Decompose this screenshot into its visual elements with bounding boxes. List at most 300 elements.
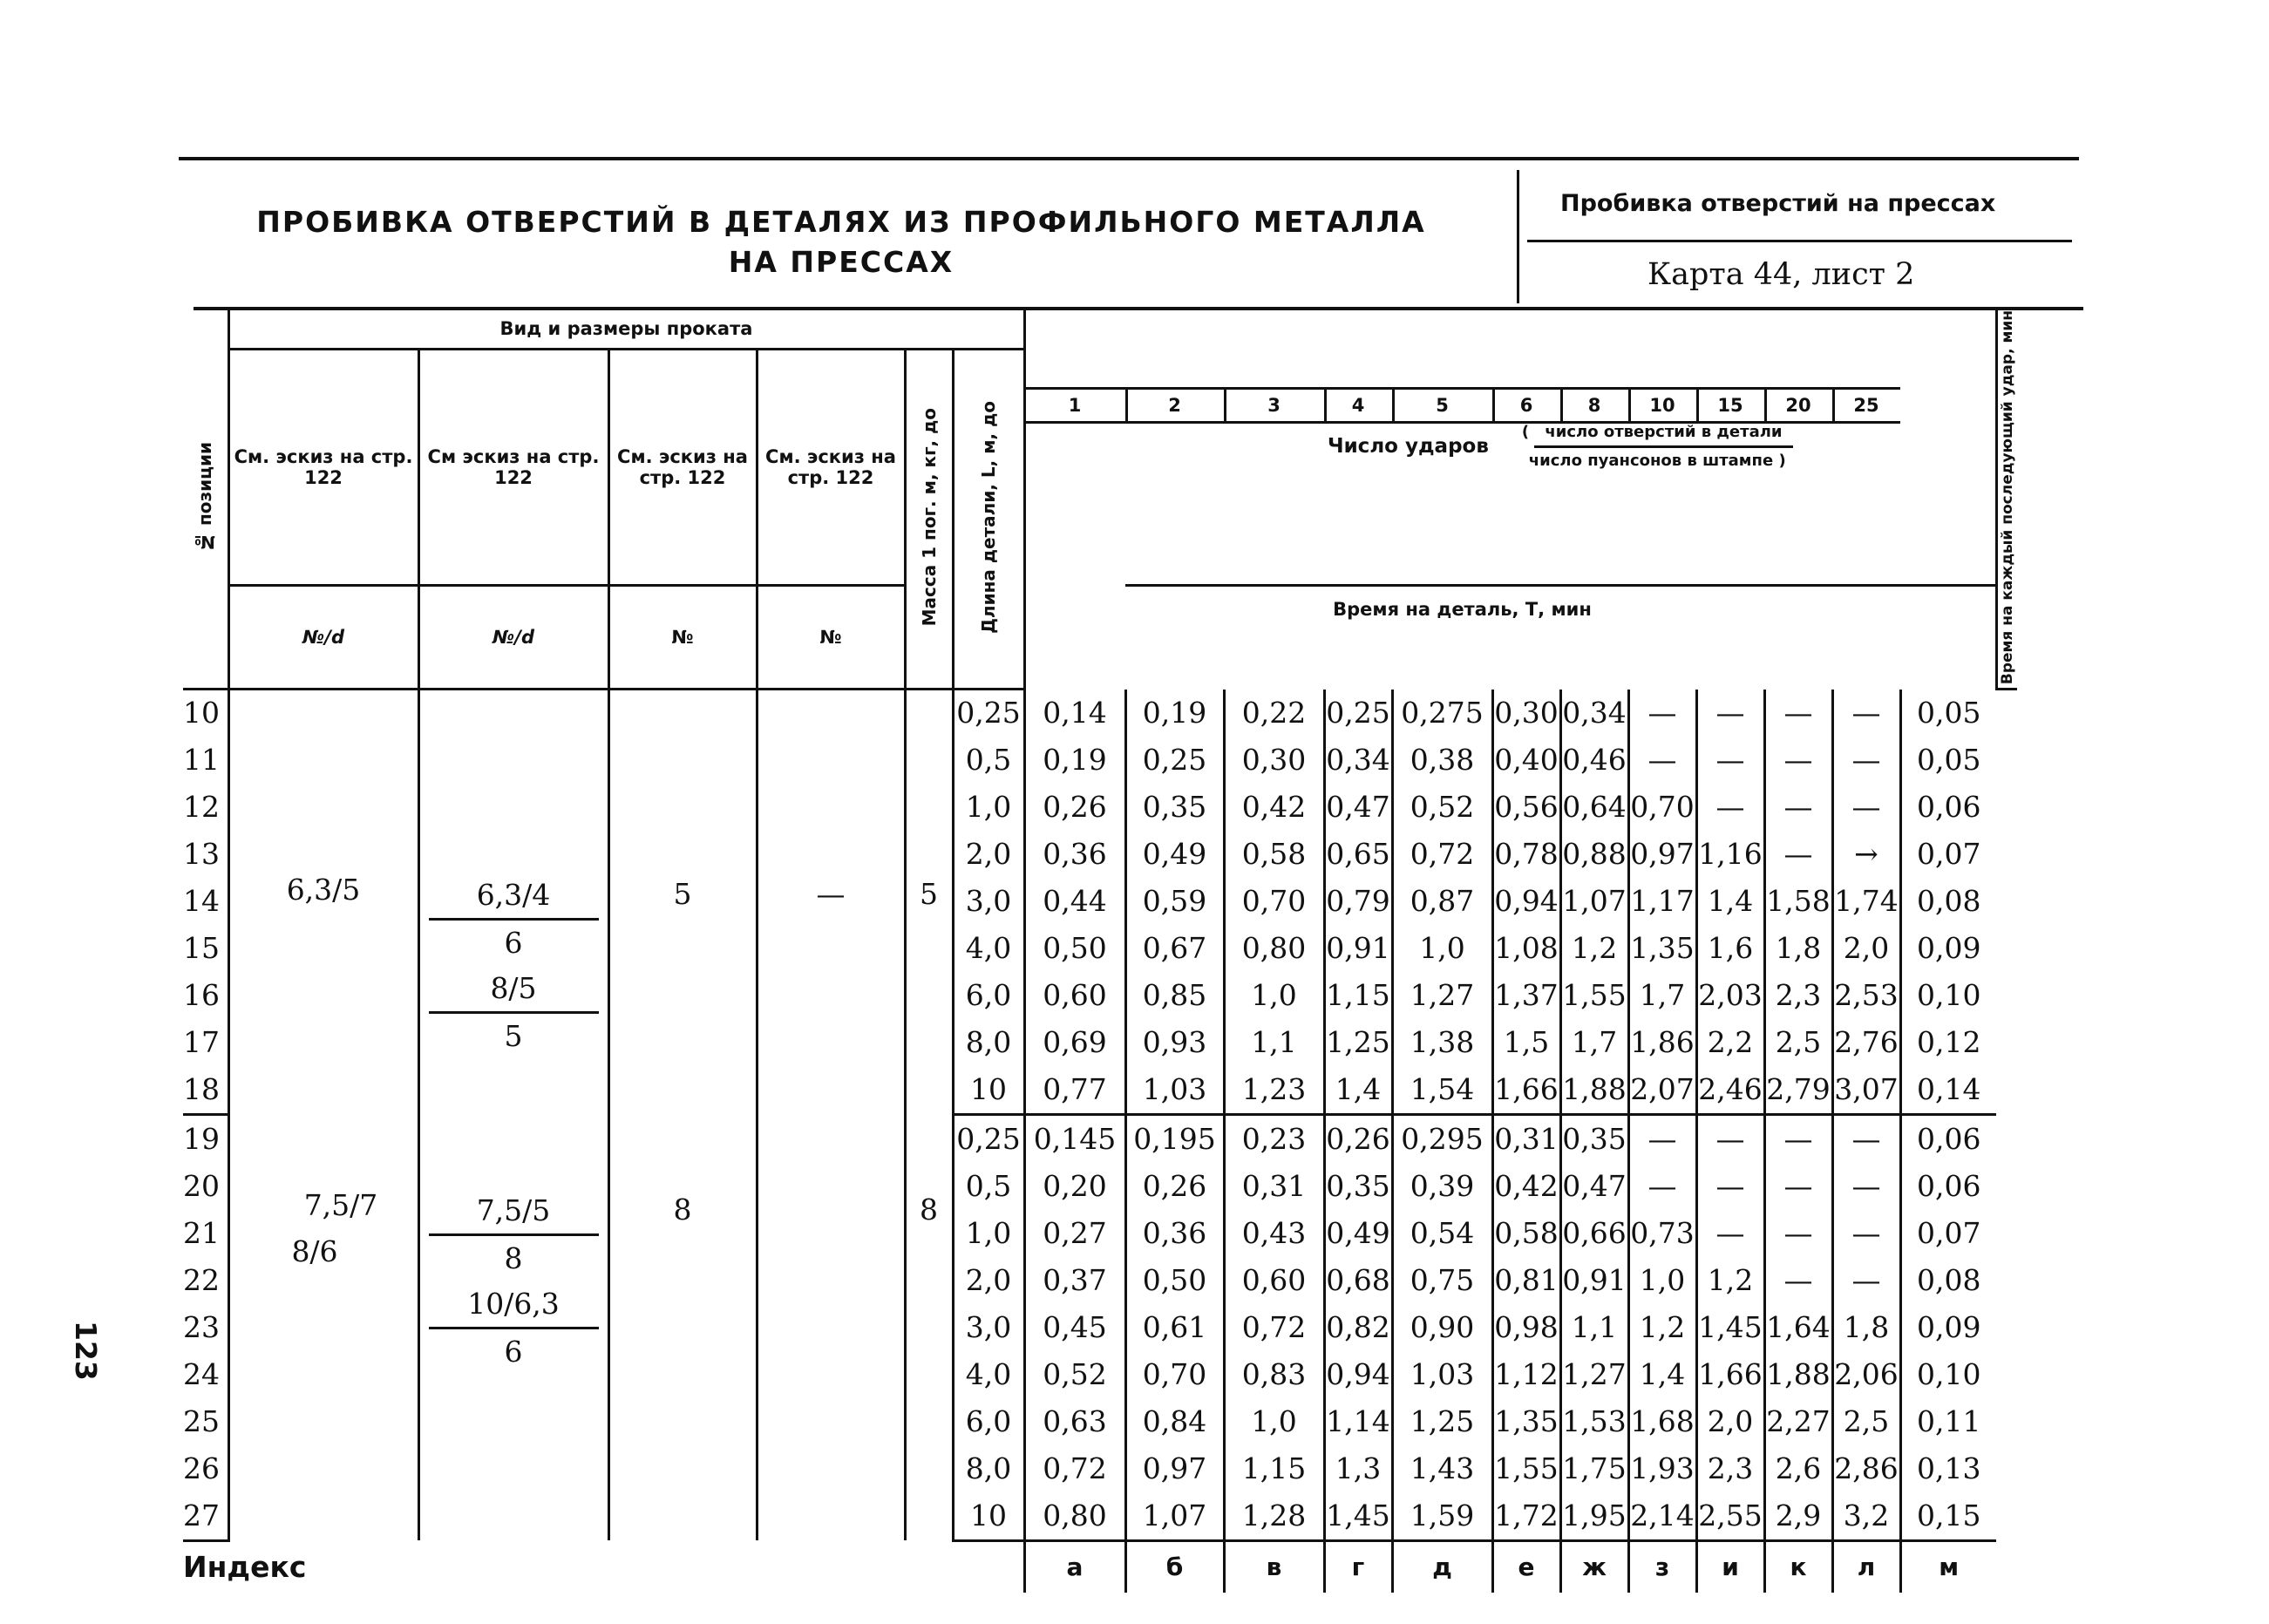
time-value: 2,3 — [1764, 972, 1832, 1019]
time-value: 1,1 — [1224, 1019, 1324, 1066]
hit-count-header: 25 — [1832, 387, 1900, 424]
time-value: 1,58 — [1764, 878, 1832, 925]
length-value: 6,0 — [953, 1398, 1024, 1445]
time-value: 0,45 — [1024, 1304, 1125, 1351]
time-value: 1,54 — [1392, 1066, 1492, 1115]
top-rule — [179, 157, 2079, 160]
position-number: 18 — [183, 1066, 228, 1115]
time-value: 0,22 — [1224, 690, 1324, 737]
length-value: 8,0 — [953, 1445, 1024, 1492]
hit-count-header: 2 — [1125, 387, 1226, 424]
time-value: 1,66 — [1696, 1351, 1764, 1398]
profile-1-value-a: 7,5/7 — [303, 1188, 378, 1223]
time-value: 0,43 — [1224, 1210, 1324, 1257]
time-value: 0,91 — [1560, 1257, 1628, 1304]
time-value: 1,4 — [1696, 878, 1764, 925]
hit-count-header: 15 — [1696, 387, 1767, 424]
time-value: 0,47 — [1324, 784, 1392, 831]
column-next-hit-time: Время на каждый последующий удар, мин — [1998, 310, 2016, 685]
next-hit-time: 0,09 — [1917, 931, 1981, 966]
profile-1-value: 6,3/5 — [286, 872, 361, 907]
time-value: 1,88 — [1560, 1066, 1628, 1115]
index-letter: з — [1628, 1540, 1696, 1593]
hit-count-header: 4 — [1324, 387, 1395, 424]
time-value: 0,73 — [1628, 1210, 1696, 1257]
time-value: 1,66 — [1492, 1066, 1560, 1115]
time-value: 0,47 — [1560, 1163, 1628, 1210]
header-sketch-4: См. эскиз на стр. 122 — [757, 349, 905, 585]
position-number: 25 — [183, 1398, 228, 1445]
time-value: 0,75 — [1392, 1257, 1492, 1304]
next-hit-time: 0,11 — [1917, 1404, 1981, 1439]
time-value: 1,03 — [1392, 1351, 1492, 1398]
length-value: 1,0 — [953, 1210, 1024, 1257]
time-value: 0,82 — [1324, 1304, 1392, 1351]
time-value: — — [1832, 1114, 1900, 1163]
time-value: 0,61 — [1125, 1304, 1224, 1351]
time-value: 1,93 — [1628, 1445, 1696, 1492]
length-value: 3,0 — [953, 1304, 1024, 1351]
length-value: 10 — [953, 1066, 1024, 1115]
time-value: 2,0 — [1696, 1398, 1764, 1445]
time-value: 2,55 — [1696, 1492, 1764, 1541]
column-mass: Масса 1 пог. м, кг, до — [918, 408, 940, 627]
time-value: 0,23 — [1224, 1114, 1324, 1163]
time-value: 2,27 — [1764, 1398, 1832, 1445]
profile-2-value: 6 — [504, 925, 523, 960]
length-value: 4,0 — [953, 925, 1024, 972]
time-value: 0,42 — [1224, 784, 1324, 831]
time-value: 2,79 — [1764, 1066, 1832, 1115]
index-letter: к — [1764, 1540, 1832, 1593]
time-value: 0,72 — [1224, 1304, 1324, 1351]
right-rule — [1527, 240, 2072, 242]
time-value: — — [1764, 1257, 1832, 1304]
time-value: 1,37 — [1492, 972, 1560, 1019]
profile-2-value: 8 — [504, 1241, 523, 1276]
next-hit-time: 0,06 — [1917, 1122, 1981, 1157]
time-value: 0,36 — [1024, 831, 1125, 878]
time-value: 0,72 — [1392, 831, 1492, 878]
time-value: 0,63 — [1024, 1398, 1125, 1445]
profile-2-value: 7,5/5 — [429, 1188, 599, 1236]
index-letter: ж — [1560, 1540, 1628, 1593]
time-value: 0,77 — [1024, 1066, 1125, 1115]
time-value: — — [1696, 784, 1764, 831]
time-value: 0,68 — [1324, 1257, 1392, 1304]
time-value: — — [1696, 1163, 1764, 1210]
length-value: 0,5 — [953, 737, 1024, 784]
time-value: — — [1764, 1163, 1832, 1210]
next-hit-time: 0,13 — [1917, 1451, 1981, 1486]
time-value: — — [1696, 1114, 1764, 1163]
profile-4: — — [757, 690, 905, 1115]
position-number: 13 — [183, 831, 228, 878]
length-value: 0,25 — [953, 690, 1024, 737]
time-value: 0,35 — [1324, 1163, 1392, 1210]
time-value: 1,0 — [1224, 1398, 1324, 1445]
time-value: 0,90 — [1392, 1304, 1492, 1351]
time-value: 0,80 — [1224, 925, 1324, 972]
length-value: 0,5 — [953, 1163, 1024, 1210]
time-value: 1,03 — [1125, 1066, 1224, 1115]
time-value: 0,30 — [1492, 690, 1560, 737]
time-value: — — [1832, 737, 1900, 784]
time-value: 0,58 — [1224, 831, 1324, 878]
index-letter: г — [1324, 1540, 1392, 1593]
next-hit-time: 0,15 — [1900, 1492, 1996, 1541]
position-number: 26 — [183, 1445, 228, 1492]
index-letter: л — [1832, 1540, 1900, 1593]
card-number: Карта 44, лист 2 — [1647, 257, 1915, 292]
time-value: 1,15 — [1224, 1445, 1324, 1492]
time-value: 0,27 — [1024, 1210, 1125, 1257]
time-value: 0,66 — [1560, 1210, 1628, 1257]
time-value: 0,35 — [1560, 1114, 1628, 1163]
time-value: 2,0 — [1832, 925, 1900, 972]
time-value: 1,5 — [1492, 1019, 1560, 1066]
position-number: 22 — [183, 1257, 228, 1304]
time-value: 0,88 — [1560, 831, 1628, 878]
time-value: 0,14 — [1024, 690, 1125, 737]
time-value: — — [1764, 1114, 1832, 1163]
length-value: 10 — [953, 1492, 1024, 1541]
time-value: 1,45 — [1696, 1304, 1764, 1351]
next-hit-time: 0,07 — [1917, 837, 1981, 872]
next-hit-time: 0,08 — [1917, 884, 1981, 919]
time-value: 0,25 — [1324, 690, 1392, 737]
time-value: 0,70 — [1628, 784, 1696, 831]
header-sub-2: №/d — [418, 585, 608, 690]
header-sub-1: №/d — [228, 585, 418, 690]
index-letter: б — [1125, 1540, 1224, 1593]
time-value: 0,78 — [1492, 831, 1560, 878]
time-value: 2,2 — [1696, 1019, 1764, 1066]
time-value: 3,2 — [1832, 1492, 1900, 1541]
time-value: — — [1764, 737, 1832, 784]
time-value: 0,38 — [1392, 737, 1492, 784]
time-value: 0,50 — [1024, 925, 1125, 972]
length-value: 8,0 — [953, 1019, 1024, 1066]
next-hit-time: 0,05 — [1917, 743, 1981, 778]
next-hit-time: 0,10 — [1917, 1357, 1981, 1392]
time-value: — — [1628, 690, 1696, 737]
document-title — [244, 202, 1438, 282]
time-value: 0,83 — [1224, 1351, 1324, 1398]
time-value: 0,97 — [1628, 831, 1696, 878]
time-value: 1,7 — [1560, 1019, 1628, 1066]
position-number: 11 — [183, 737, 228, 784]
profile-2 — [418, 690, 608, 1115]
time-value: — — [1764, 784, 1832, 831]
time-value: 0,79 — [1324, 878, 1392, 925]
next-hit-time: 0,08 — [1917, 1263, 1981, 1298]
index-letter: а — [1024, 1540, 1125, 1593]
profile-2-value: 10/6,3 — [429, 1281, 599, 1329]
time-value: 0,70 — [1125, 1351, 1224, 1398]
time-value: 0,295 — [1392, 1114, 1492, 1163]
title-line-1: ПРОБИВКА ОТВЕРСТИЙ В ДЕТАЛЯХ ИЗ ПРОФИЛЬНОГО МЕТАЛЛА — [256, 205, 1426, 239]
time-value: 1,25 — [1392, 1398, 1492, 1445]
index-letter: е — [1492, 1540, 1560, 1593]
time-value: 1,14 — [1324, 1398, 1392, 1445]
position-number: 27 — [183, 1492, 228, 1541]
time-value: 1,4 — [1324, 1066, 1392, 1115]
next-hit-time: 0,09 — [1917, 1310, 1981, 1345]
time-value: 0,94 — [1492, 878, 1560, 925]
norms-table: № позиции Вид и размеры проката Число ударов ( число отверстий в детали число пуансонов в штампе ) Время на каждый последующий удар, мин См. эскиз на стр. 122 См эскиз на стр. 122 См. эскиз на стр. 122 См. эскиз на стр. 122 Масса 1 пог. м, кг, до Длина детали, L, м, до №/d №/d № № 10 6,3/5 6,3/4 6 8/5 5 5 — 5 0,25 0,14 0,19 0,22 0,25 0,275 0,30 0,34 — — — — 0,05 11 0,5 0,19 0,25 0,30 0,34 0,38 0,40 0,46 — — — — 0,05 12 1,0 0,26 0,35 0,42 0,47 0,52 0,56 0,64 0,70 — — — 0,06 13 2,0 0,36 0,49 0,58 0,65 0,72 0,78 0,88 0,97 1,16 — → 0,07 14 3,0 0,44 0,59 0,70 0,79 0,87 0,94 1,07 1,17 1,4 1,58 1,74 0,08 15 4,0 0,50 0,67 0,80 0,91 1,0 1,08 1,2 1,35 1,6 1,8 2,0 0,09 16 6,0 0,60 0,85 1,0 1,15 1,27 1,37 1,55 1,7 2,03 2,3 2,53 0,10 17 8,0 0,69 0,93 1,1 1,25 1,38 1,5 1,7 1,86 2,2 2,5 2,76 0,12 18 10 0,77 1,03 1,23 1,4 1,54 1,66 1,88 2,07 2,46 2,79 3,07 0,14 19 7,5/7 8/6 7,5/5 8 10/6,3 6 8 8 0,25 0,145 0,195 0,23 0,26 0,295 0,31 0,35 — — — — 0,06 20 0,5 0,20 0,26 0,31 0,35 0,39 0,42 0,47 — — — — 0,06 21 1,0 0,27 0,36 0,43 0,49 0,54 0,58 0,66 0,73 — — — 0,07 22 2,0 0,37 0,50 0,60 0,68 0,75 0,81 0,91 1,0 1,2 — — 0,08 23 3,0 0,45 0,61 0,72 0,82 0,90 0,98 1,1 1,2 1,45 1,64 1,8 0,09 24 4,0 0,52 0,70 0,83 0,94 1,03 1,12 1,27 1,4 1,66 1,88 2,06 0,10 25 6,0 0,63 0,84 1,0 1,14 1,25 1,35 1,53 1,68 2,0 2,27 2,5 0,11 26 8,0 0,72 0,97 1,15 1,3 1,43 1,55 1,75 1,93 2,3 2,6 2,86 0,13 27 10 0,80 1,07 1,28 1,45 1,59 1,72 1,95 2,14 2,55 2,9 3,2 0,15 Индекс а б в г д е ж з и к л м — [183, 310, 2017, 1593]
profile-2-value: 6,3/4 — [429, 873, 599, 921]
fraction-numerator: число отверстий в детали — [1534, 419, 1792, 448]
time-value: 2,14 — [1628, 1492, 1696, 1541]
position-number: 24 — [183, 1351, 228, 1398]
time-value: 1,86 — [1628, 1019, 1696, 1066]
time-value: 0,80 — [1024, 1492, 1125, 1541]
time-value: 1,28 — [1224, 1492, 1324, 1541]
section-title: Пробивка отверстий на прессах — [1560, 190, 1996, 217]
time-value: 1,64 — [1764, 1304, 1832, 1351]
time-value: 0,34 — [1560, 690, 1628, 737]
time-value: 1,59 — [1392, 1492, 1492, 1541]
profile-3: 5 — [608, 690, 757, 1115]
index-letter: и — [1696, 1540, 1764, 1593]
time-value: 0,93 — [1125, 1019, 1224, 1066]
length-value: 6,0 — [953, 972, 1024, 1019]
time-value: 2,3 — [1696, 1445, 1764, 1492]
next-hit-time: 0,07 — [1917, 1216, 1981, 1251]
next-hit-time: 0,10 — [1917, 978, 1981, 1013]
time-value: 0,52 — [1024, 1351, 1125, 1398]
time-value: 1,8 — [1764, 925, 1832, 972]
time-value: 0,39 — [1392, 1163, 1492, 1210]
time-value: 1,1 — [1560, 1304, 1628, 1351]
index-letter: м — [1939, 1553, 1960, 1582]
profile-2 — [418, 1114, 608, 1540]
position-number: 14 — [183, 878, 228, 925]
time-value: 1,8 — [1832, 1304, 1900, 1351]
position-number: 12 — [183, 784, 228, 831]
time-value: 1,72 — [1492, 1492, 1560, 1541]
time-value: 0,67 — [1125, 925, 1224, 972]
time-value: 2,6 — [1764, 1445, 1832, 1492]
time-value: 0,50 — [1125, 1257, 1224, 1304]
time-value: 1,2 — [1560, 925, 1628, 972]
profile-1 — [228, 1114, 418, 1540]
time-value: 0,30 — [1224, 737, 1324, 784]
time-value: — — [1764, 1210, 1832, 1257]
time-value: 1,74 — [1832, 878, 1900, 925]
time-value: 1,6 — [1696, 925, 1764, 972]
header-sketch-1: См. эскиз на стр. 122 — [228, 349, 418, 585]
time-value: 1,45 — [1324, 1492, 1392, 1541]
hit-count-header: 5 — [1392, 387, 1495, 424]
index-row — [183, 1540, 2017, 1593]
position-number: 23 — [183, 1304, 228, 1351]
time-value: 1,55 — [1492, 1445, 1560, 1492]
time-value: 0,91 — [1324, 925, 1392, 972]
next-hit-time: 0,12 — [1917, 1025, 1981, 1060]
time-value: 3,07 — [1832, 1066, 1900, 1115]
column-length: Длина детали, L, м, до — [978, 400, 999, 634]
time-value: — — [1832, 784, 1900, 831]
time-value: 0,84 — [1125, 1398, 1224, 1445]
page-number: 123 — [69, 1321, 103, 1381]
time-value: 0,25 — [1125, 737, 1224, 784]
time-value: 0,35 — [1125, 784, 1224, 831]
profile-2-value: 8/5 — [429, 966, 599, 1014]
time-value: — — [1628, 1114, 1696, 1163]
next-hit-time: 0,14 — [1900, 1066, 1996, 1115]
time-value: 0,70 — [1224, 878, 1324, 925]
time-value: 0,275 — [1392, 690, 1492, 737]
table-row — [183, 690, 2017, 737]
time-value: 0,37 — [1024, 1257, 1125, 1304]
mass-value: 8 — [905, 1114, 953, 1540]
time-value: 0,87 — [1392, 878, 1492, 925]
time-value: 1,25 — [1324, 1019, 1392, 1066]
table-row — [183, 1114, 2017, 1163]
column-position: № позиции — [194, 442, 216, 554]
header-profile-group: Вид и размеры проката — [228, 310, 1024, 349]
header-sub-3: № — [608, 585, 757, 690]
time-value: 1,3 — [1324, 1445, 1392, 1492]
time-value: 2,46 — [1696, 1066, 1764, 1115]
header-sketch-3: См. эскиз на стр. 122 — [608, 349, 757, 585]
profile-2-value: 5 — [504, 1018, 523, 1053]
time-value: 1,43 — [1392, 1445, 1492, 1492]
time-value: 0,81 — [1492, 1257, 1560, 1304]
time-value: 0,64 — [1560, 784, 1628, 831]
length-value: 2,0 — [953, 831, 1024, 878]
time-value: 1,7 — [1628, 972, 1696, 1019]
profile-2-value: 6 — [504, 1335, 523, 1369]
time-value: 1,2 — [1696, 1257, 1764, 1304]
time-value: 0,26 — [1324, 1114, 1392, 1163]
position-number: 17 — [183, 1019, 228, 1066]
time-value: 1,88 — [1764, 1351, 1832, 1398]
time-value: 0,26 — [1024, 784, 1125, 831]
profile-1 — [228, 690, 418, 1115]
time-value: 0,42 — [1492, 1163, 1560, 1210]
time-value: 2,06 — [1832, 1351, 1900, 1398]
time-value: 0,60 — [1024, 972, 1125, 1019]
title-line-2: НА ПРЕССАХ — [728, 245, 954, 279]
time-value: — — [1628, 1163, 1696, 1210]
time-value: 1,95 — [1560, 1492, 1628, 1541]
time-value: 0,94 — [1324, 1351, 1392, 1398]
position-number: 15 — [183, 925, 228, 972]
position-number: 20 — [183, 1163, 228, 1210]
time-value: 0,46 — [1560, 737, 1628, 784]
time-value: 2,53 — [1832, 972, 1900, 1019]
index-letter: в — [1224, 1540, 1324, 1593]
time-value: 0,31 — [1224, 1163, 1324, 1210]
time-value: 0,145 — [1024, 1114, 1125, 1163]
time-value: — — [1696, 737, 1764, 784]
time-value: 0,97 — [1125, 1445, 1224, 1492]
time-value: 0,31 — [1492, 1114, 1560, 1163]
time-value: 1,12 — [1492, 1351, 1560, 1398]
length-value: 1,0 — [953, 784, 1024, 831]
time-value: 0,40 — [1492, 737, 1560, 784]
time-value: 2,86 — [1832, 1445, 1900, 1492]
time-value: — — [1832, 1257, 1900, 1304]
header-hits: Число ударов — [1327, 435, 1489, 459]
hit-count-header: 6 — [1492, 387, 1563, 424]
next-hit-time: 0,05 — [1917, 696, 1981, 730]
time-value: 0,19 — [1024, 737, 1125, 784]
time-value: 1,0 — [1392, 925, 1492, 972]
header-divider — [1517, 170, 1519, 303]
time-value: 1,0 — [1628, 1257, 1696, 1304]
time-value: 0,58 — [1492, 1210, 1560, 1257]
time-value: 0,26 — [1125, 1163, 1224, 1210]
time-value: 0,85 — [1125, 972, 1224, 1019]
time-value: 1,68 — [1628, 1398, 1696, 1445]
time-value: 1,27 — [1560, 1351, 1628, 1398]
time-value: 2,07 — [1628, 1066, 1696, 1115]
time-value: 0,59 — [1125, 878, 1224, 925]
time-value: 1,35 — [1492, 1398, 1560, 1445]
hit-count-header: 3 — [1224, 387, 1327, 424]
time-value: — — [1628, 737, 1696, 784]
time-value: 1,16 — [1696, 831, 1764, 878]
time-value: 2,5 — [1832, 1398, 1900, 1445]
time-value: — — [1832, 1163, 1900, 1210]
time-value: 0,54 — [1392, 1210, 1492, 1257]
time-value: 0,60 — [1224, 1257, 1324, 1304]
length-value: 0,25 — [953, 1114, 1024, 1163]
time-label: Время на деталь, Т, мин — [1333, 599, 1592, 621]
time-value: 1,53 — [1560, 1398, 1628, 1445]
time-value: 1,38 — [1392, 1019, 1492, 1066]
hit-count-header: 20 — [1764, 387, 1835, 424]
time-value: 1,07 — [1560, 878, 1628, 925]
time-value: 1,07 — [1125, 1492, 1224, 1541]
time-value: 1,17 — [1628, 878, 1696, 925]
time-value: 0,195 — [1125, 1114, 1224, 1163]
time-value: 1,23 — [1224, 1066, 1324, 1115]
time-value: 1,0 — [1224, 972, 1324, 1019]
hit-count-header: 8 — [1560, 387, 1631, 424]
position-number: 21 — [183, 1210, 228, 1257]
time-value: 1,55 — [1560, 972, 1628, 1019]
time-value: 1,35 — [1628, 925, 1696, 972]
time-value: 0,98 — [1492, 1304, 1560, 1351]
time-value: 0,65 — [1324, 831, 1392, 878]
time-value: — — [1832, 1210, 1900, 1257]
time-value: 0,44 — [1024, 878, 1125, 925]
time-value: 0,52 — [1392, 784, 1492, 831]
hit-count-header: 10 — [1628, 387, 1699, 424]
position-number: 19 — [183, 1114, 228, 1163]
time-value: 1,08 — [1492, 925, 1560, 972]
time-value: 1,75 — [1560, 1445, 1628, 1492]
time-value: — — [1832, 690, 1900, 737]
time-value: 0,72 — [1024, 1445, 1125, 1492]
mass-value: 5 — [905, 690, 953, 1115]
time-value: 2,5 — [1764, 1019, 1832, 1066]
time-value: 0,34 — [1324, 737, 1392, 784]
time-value: 0,69 — [1024, 1019, 1125, 1066]
length-value: 2,0 — [953, 1257, 1024, 1304]
index-label: Индекс — [183, 1550, 307, 1585]
profile-3: 8 — [608, 1114, 757, 1540]
next-hit-time: 0,06 — [1917, 1169, 1981, 1204]
header-sketch-2: См эскиз на стр. 122 — [418, 349, 608, 585]
position-number: 16 — [183, 972, 228, 1019]
time-value: 0,56 — [1492, 784, 1560, 831]
